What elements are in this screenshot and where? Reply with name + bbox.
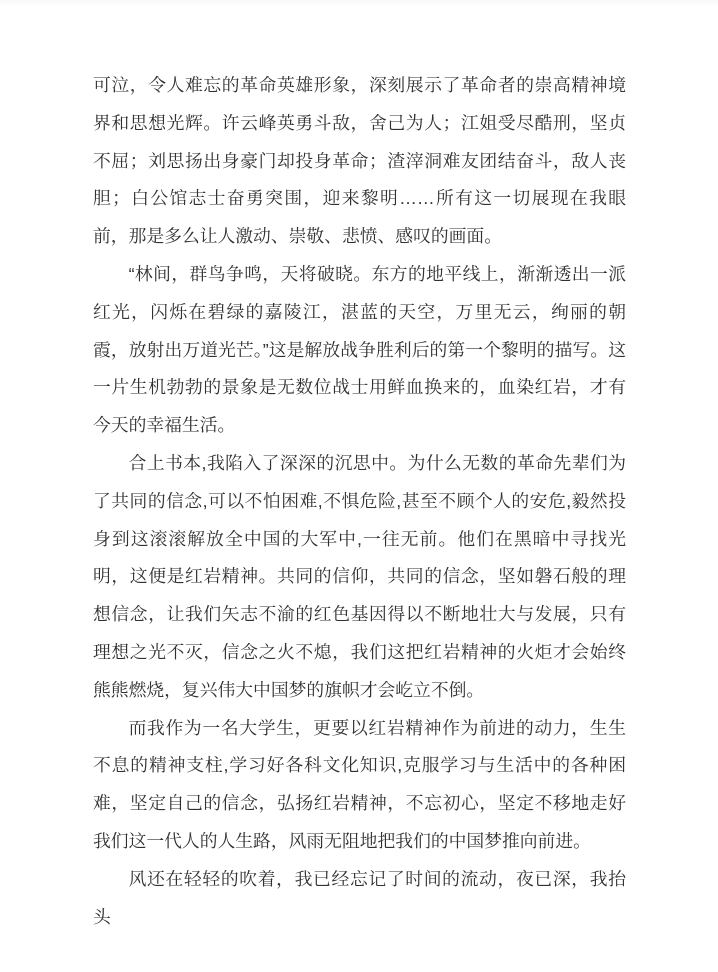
essay-paragraph-3: 合上书本,我陷入了深深的沉思中。为什么无数的革命先辈们为了共同的信念,可以不怕困难,不惧危险,甚至不顾个人的安危,毅然投身到这滚滚解放全中国的大军中,一往无前。他们在黑暗中寻找光明，这便是红岩精神。共同的信仰，共同的信念，坚如磐石般的理想信念，让我们矢志不渝的红色基因得以不断地壮大与发展，只有理想之光不灭，信念之火不熄，我们这把红岩精神的火炬才会始终熊熊燃烧，复兴伟大中国梦的旗帜才会屹立不倒。: [93, 452, 626, 700]
essay-paragraph-1: 可泣，令人难忘的革命英雄形象，深刻展示了革命者的崇高精神境界和思想光辉。许云峰英勇斗敌，舍己为人；江姐受尽酷刑，坚贞不屈；刘思扬出身豪门却投身革命；渣滓洞难友团结奋斗，敌人丧胆；白公馆志士奋勇突围，迎来黎明……所有这一切展现在我眼前，那是多么让人激动、崇敬、悲愤、感叹的画面。: [93, 75, 626, 247]
essay-paragraph-5: 风还在轻轻的吹着，我已经忘记了时间的流动，夜已深，我抬头: [93, 868, 626, 927]
page-top-edge: [0, 0, 718, 6]
essay-paragraph-2: “林间，群鸟争鸣，天将破晓。东方的地平线上，渐渐透出一派红光，闪烁在碧绿的嘉陵江，湛蓝的天空，万里无云，绚丽的朝霞，放射出万道光芒。”这是解放战争胜利后的第一个黎明的描写。这一片生机勃勃的景象是无数位战士用鲜血换来的，血染红岩，才有今天的幸福生活。: [93, 263, 626, 436]
essay-body: [93, 67, 626, 936]
essay-paragraph-4: 而我作为一名大学生，更要以红岩精神作为前进的动力，生生不息的精神支柱,学习好各科文化知识,克服学习与生活中的各种困难，坚定自己的信念，弘扬红岩精神，不忘初心，坚定不移地走好我们这一代人的人生路，风雨无阻地把我们的中国梦推向前进。: [93, 717, 626, 851]
